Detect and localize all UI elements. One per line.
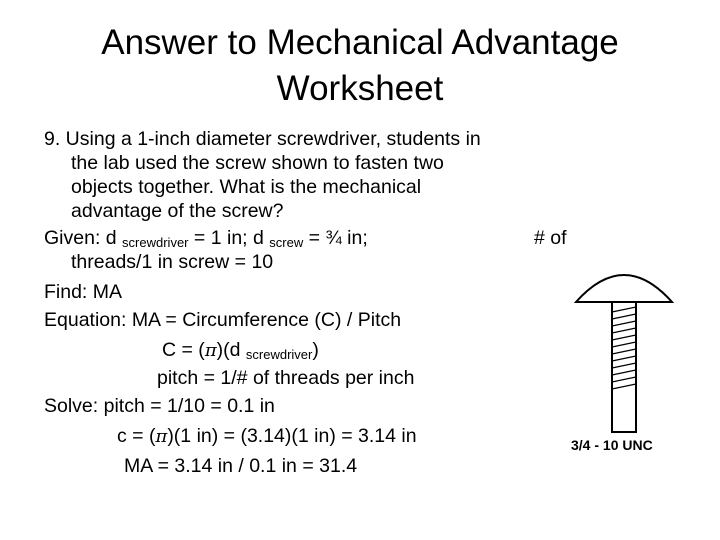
solve-c-rest: )(1 in) = (3.14)(1 in) = 3.14 in [167, 425, 417, 447]
question-line-4: advantage of the screw? [71, 200, 284, 222]
eq-c-prefix: C = ( [162, 339, 205, 361]
screw-diagram [574, 268, 674, 434]
equation-line-1: Equation: MA = Circumference (C) / Pitch [44, 309, 402, 331]
given-end: = ¾ in; [303, 227, 368, 249]
title-line-2: Worksheet [276, 69, 444, 108]
given-sub-screwdriver: screwdriver [122, 235, 189, 250]
eq-c-mid: )(d [216, 339, 246, 361]
solve-circumference [117, 424, 417, 449]
solve-c-prefix: c = ( [117, 425, 156, 447]
eq-c-sub: screwdriver [245, 347, 313, 362]
screw-caption: 3/4 - 10 UNC [571, 437, 653, 453]
solve-line-1: Solve: pitch = 1/10 = 0.1 in [44, 395, 275, 417]
given-line [44, 226, 368, 252]
given-prefix: Given: d [44, 227, 123, 249]
question-line-2: the lab used the screw shown to fasten two [71, 152, 444, 174]
equation-circumference [162, 338, 319, 364]
question-line-3: objects together. What is the mechanical [71, 176, 422, 198]
eq-pi-symbol: π [204, 340, 217, 361]
question-line-1: 9. Using a 1-inch diameter screwdriver, students in [44, 128, 481, 150]
solve-ma: MA = 3.14 in / 0.1 in = 31.4 [124, 455, 358, 477]
title-line-1: Answer to Mechanical Advantage [101, 23, 619, 62]
solve-pi-symbol: π [155, 426, 168, 447]
eq-c-end: ) [312, 339, 319, 361]
given-line-2: threads/1 in screw = 10 [71, 251, 274, 273]
given-threads-hash: # of [534, 227, 567, 249]
screw-head [576, 275, 672, 302]
given-mid: = 1 in; d [188, 227, 270, 249]
given-sub-screw: screw [269, 235, 304, 250]
find-line: Find: MA [44, 281, 123, 303]
equation-pitch: pitch = 1/# of threads per inch [157, 367, 415, 389]
